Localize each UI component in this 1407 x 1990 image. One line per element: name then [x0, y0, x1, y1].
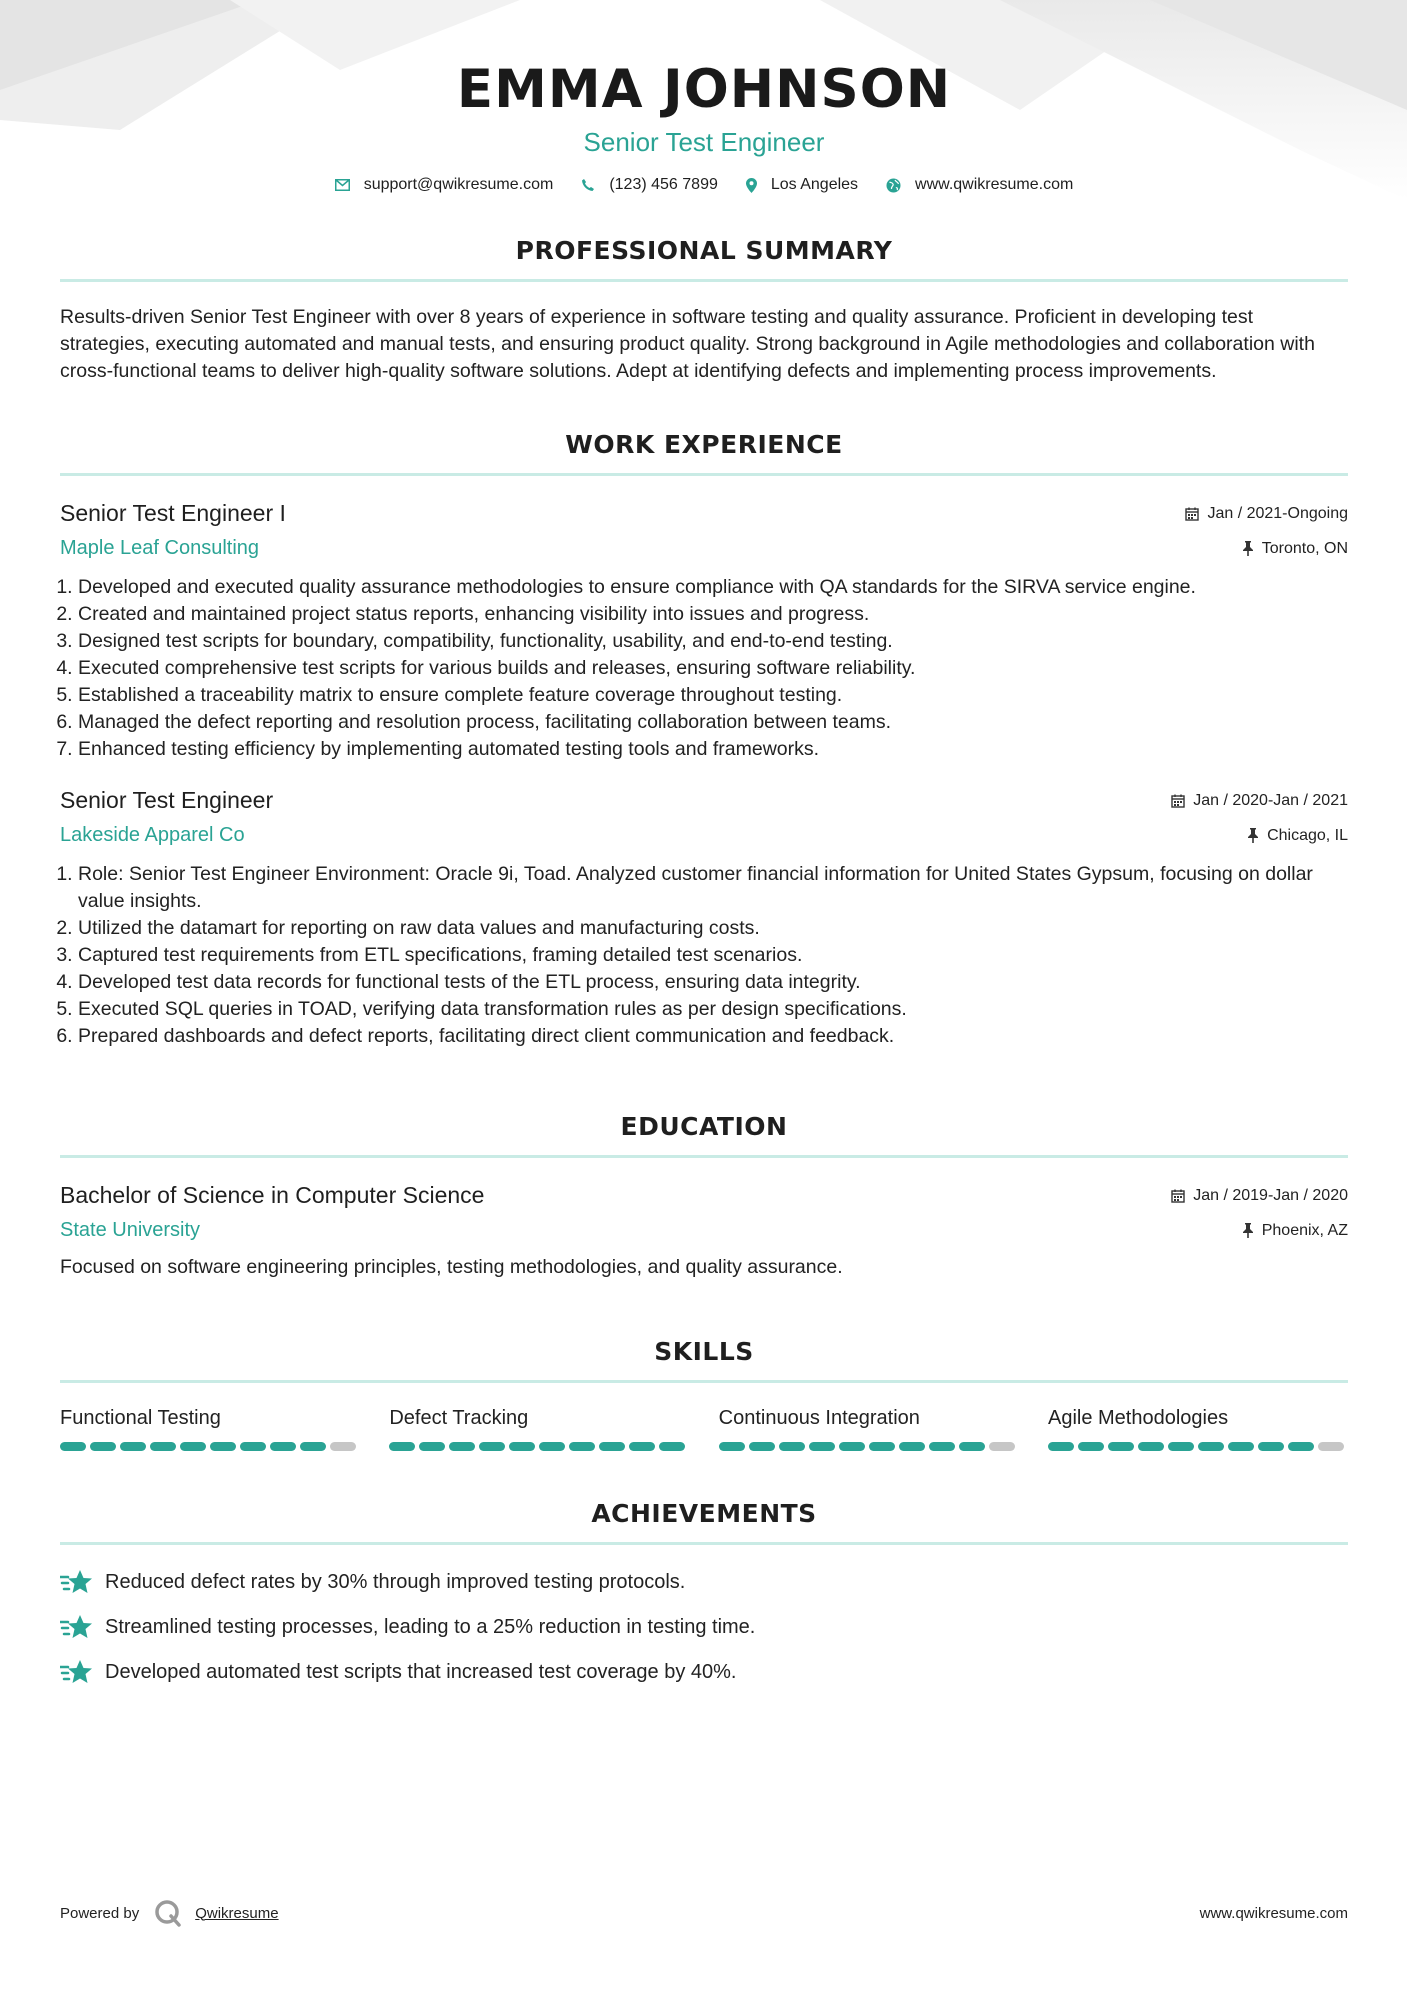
skill-dot-filled: [509, 1442, 535, 1451]
calendar-icon: [1185, 507, 1199, 521]
job-dates: [1185, 505, 1348, 523]
skill-dot-empty: [989, 1442, 1015, 1451]
skill-dot-filled: [839, 1442, 865, 1451]
list-item: 6. Managed the defect reporting and resolution process, facilitating collaboration between teams.: [78, 709, 1348, 736]
job-entry: [60, 787, 1348, 1050]
contact-phone[interactable]: [581, 176, 718, 194]
job-bullets: [60, 861, 1348, 1050]
achievement-text: Streamlined testing processes, leading to a 25% reduction in testing time.: [105, 1615, 756, 1638]
company-name: Maple Leaf Consulting: [60, 537, 260, 559]
job-location-text: Toronto, ON: [1261, 539, 1348, 557]
skill-dot-filled: [1138, 1442, 1164, 1451]
list-item: 1. Role: Senior Test Engineer Environment: Oracle 9i, Toad. Analyzed customer financial information for United States Gypsum, focusing on dollar value insights.: [78, 861, 1348, 915]
job-location: [1242, 540, 1348, 558]
skill-dot-filled: [869, 1442, 895, 1451]
achievement-text: Developed automated test scripts that increased test coverage by 40%.: [105, 1660, 737, 1683]
pushpin-icon: [1247, 828, 1259, 843]
skill-dot-filled: [419, 1442, 445, 1451]
calendar-icon: [1171, 1189, 1185, 1203]
pushpin-icon: [1242, 541, 1254, 556]
section-divider: [60, 279, 1348, 282]
job-entry: [60, 500, 1348, 763]
candidate-title: Senior Test Engineer: [583, 127, 825, 157]
section-divider: [60, 473, 1348, 476]
job-title: Senior Test Engineer I: [60, 500, 286, 526]
star-icon: [60, 1658, 93, 1686]
location-text: Los Angeles: [770, 176, 859, 193]
job-location-text: Chicago, IL: [1267, 826, 1348, 844]
qwikresume-logo-icon: [153, 1898, 183, 1928]
education-location: [1242, 1222, 1348, 1240]
achievements-section: [60, 1499, 1348, 1687]
email-icon: [335, 179, 350, 191]
skill-dot-filled: [90, 1442, 116, 1451]
summary-heading: PROFESSIONAL SUMMARY: [515, 236, 893, 265]
list-item: 1. Developed and executed quality assurance methodologies to ensure compliance with QA standards for the SIRVA service engine.: [78, 574, 1348, 601]
skill-dot-filled: [659, 1442, 685, 1451]
school-name: State University: [60, 1219, 201, 1241]
skill-dot-filled: [270, 1442, 296, 1451]
section-divider: [60, 1542, 1348, 1545]
skill-dot-filled: [899, 1442, 925, 1451]
skills-row: [60, 1407, 1348, 1451]
skill-name: Continuous Integration: [718, 1407, 920, 1429]
list-item: 4. Executed comprehensive test scripts for various builds and releases, ensuring software reliability.: [78, 655, 1348, 682]
star-icon: [60, 1568, 93, 1596]
skill-dot-filled: [599, 1442, 625, 1451]
achievement-item: [60, 1657, 1348, 1687]
list-item: 2. Utilized the datamart for reporting on raw data values and manufacturing costs.: [78, 915, 1348, 942]
achievement-item: [60, 1567, 1348, 1597]
contact-website[interactable]: [886, 176, 1073, 194]
skill-dot-filled: [479, 1442, 505, 1451]
skill-level-meter: [60, 1442, 360, 1451]
skill-level-meter: [1048, 1442, 1348, 1451]
resume-page: [60, 0, 1348, 1702]
skill-dot-filled: [210, 1442, 236, 1451]
skill-name: Agile Methodologies: [1047, 1407, 1229, 1429]
skill-dot-filled: [1078, 1442, 1104, 1451]
skill-dot-filled: [929, 1442, 955, 1451]
skill-dot-filled: [449, 1442, 475, 1451]
calendar-icon: [1171, 794, 1185, 808]
skill-dot-filled: [60, 1442, 86, 1451]
job-title: Senior Test Engineer: [60, 787, 274, 813]
skill-dot-empty: [1318, 1442, 1344, 1451]
skill-dot-filled: [539, 1442, 565, 1451]
contact-bar: [60, 176, 1348, 194]
skill-dot-filled: [1108, 1442, 1134, 1451]
education-section: [60, 1112, 1348, 1279]
contact-location: [746, 176, 858, 194]
qwikresume-link[interactable]: Qwikresume: [195, 1904, 279, 1922]
achievement-text: Reduced defect rates by 30% through improved testing protocols.: [105, 1570, 686, 1593]
section-divider: [60, 1155, 1348, 1158]
pushpin-icon: [1242, 1223, 1254, 1238]
list-item: 6. Prepared dashboards and defect reports, facilitating direct client communication and feedback.: [78, 1023, 1348, 1050]
job-location: [1247, 827, 1348, 845]
skill-dot-filled: [569, 1442, 595, 1451]
company-name: Lakeside Apparel Co: [60, 824, 245, 846]
achievements-heading: ACHIEVEMENTS: [591, 1499, 817, 1528]
skill-item: [60, 1407, 360, 1451]
skill-level-meter: [389, 1442, 689, 1451]
experience-section: [60, 430, 1348, 1050]
powered-by: [60, 1898, 279, 1928]
skill-dot-filled: [1258, 1442, 1284, 1451]
achievement-item: [60, 1612, 1348, 1642]
list-item: 3. Designed test scripts for boundary, compatibility, functionality, usability, and end-to-end testing.: [78, 628, 1348, 655]
phone-icon: [581, 178, 595, 192]
skill-dot-filled: [809, 1442, 835, 1451]
list-item: 4. Developed test data records for functional tests of the ETL process, ensuring data integrity.: [78, 969, 1348, 996]
skills-section: [60, 1337, 1348, 1451]
candidate-name: EMMA JOHNSON: [456, 59, 952, 120]
skill-name: Functional Testing: [60, 1407, 221, 1429]
list-item: 5. Executed SQL queries in TOAD, verifying data transformation rules as per design specifications.: [78, 996, 1348, 1023]
list-item: 3. Captured test requirements from ETL specifications, framing detailed test scenarios.: [78, 942, 1348, 969]
section-divider: [60, 1380, 1348, 1383]
skill-dot-empty: [330, 1442, 356, 1451]
list-item: 2. Created and maintained project status reports, enhancing visibility into issues and progress.: [78, 601, 1348, 628]
job-dates-text: Jan / 2020-Jan / 2021: [1193, 792, 1348, 809]
skill-dot-filled: [180, 1442, 206, 1451]
powered-by-label: Powered by: [60, 1904, 140, 1922]
skill-dot-filled: [779, 1442, 805, 1451]
contact-email[interactable]: [335, 176, 554, 194]
phone-text: (123) 456 7899: [609, 176, 718, 193]
skill-dot-filled: [300, 1442, 326, 1451]
skill-dot-filled: [120, 1442, 146, 1451]
skill-dot-filled: [240, 1442, 266, 1451]
star-icon: [60, 1613, 93, 1641]
education-dates: [1171, 1187, 1348, 1205]
education-location-text: Phoenix, AZ: [1261, 1221, 1348, 1239]
list-item: 7. Enhanced testing efficiency by implementing automated testing tools and frameworks.: [78, 736, 1348, 763]
skill-item: [1048, 1407, 1348, 1451]
summary-text: Results-driven Senior Test Engineer with over 8 years of experience in software testing and quality assurance. Proficient in developing test strategies, executing automated and manual tests, and ensuring product quality. Strong background in Agile methodologies and collaboration with cross-functional teams to deliver high-quality software solutions. Adept at identifying defects and implementing process improvements.: [60, 306, 1315, 382]
skill-level-meter: [719, 1442, 1019, 1451]
job-bullets: [60, 574, 1348, 763]
globe-icon: [886, 178, 901, 193]
skill-dot-filled: [629, 1442, 655, 1451]
job-dates: [1171, 792, 1348, 810]
footer: [60, 1898, 1348, 1928]
skill-name: Defect Tracking: [389, 1407, 529, 1429]
education-dates-text: Jan / 2019-Jan / 2020: [1193, 1187, 1348, 1204]
skill-dot-filled: [389, 1442, 415, 1451]
skill-dot-filled: [719, 1442, 745, 1451]
skill-dot-filled: [1228, 1442, 1254, 1451]
education-description: Focused on software engineering principles, testing methodologies, and quality assurance.: [60, 1256, 843, 1278]
summary-section: [60, 236, 1348, 385]
degree-title: Bachelor of Science in Computer Science: [60, 1182, 485, 1208]
skill-dot-filled: [1198, 1442, 1224, 1451]
skill-item: [389, 1407, 689, 1451]
education-heading: EDUCATION: [620, 1112, 788, 1141]
email-text: support@qwikresume.com: [363, 176, 554, 193]
skill-dot-filled: [1048, 1442, 1074, 1451]
experience-heading: WORK EXPERIENCE: [565, 430, 843, 459]
map-pin-icon: [746, 178, 757, 193]
website-text: www.qwikresume.com: [915, 176, 1074, 193]
list-item: 5. Established a traceability matrix to ensure complete feature coverage throughout testing.: [78, 682, 1348, 709]
skill-dot-filled: [1288, 1442, 1314, 1451]
skill-dot-filled: [959, 1442, 985, 1451]
skill-dot-filled: [749, 1442, 775, 1451]
skill-item: [719, 1407, 1019, 1451]
skill-dot-filled: [150, 1442, 176, 1451]
skills-heading: SKILLS: [654, 1337, 754, 1366]
skill-dot-filled: [1168, 1442, 1194, 1451]
job-dates-text: Jan / 2021-Ongoing: [1207, 505, 1348, 522]
footer-website[interactable]: www.qwikresume.com: [1199, 1904, 1348, 1922]
